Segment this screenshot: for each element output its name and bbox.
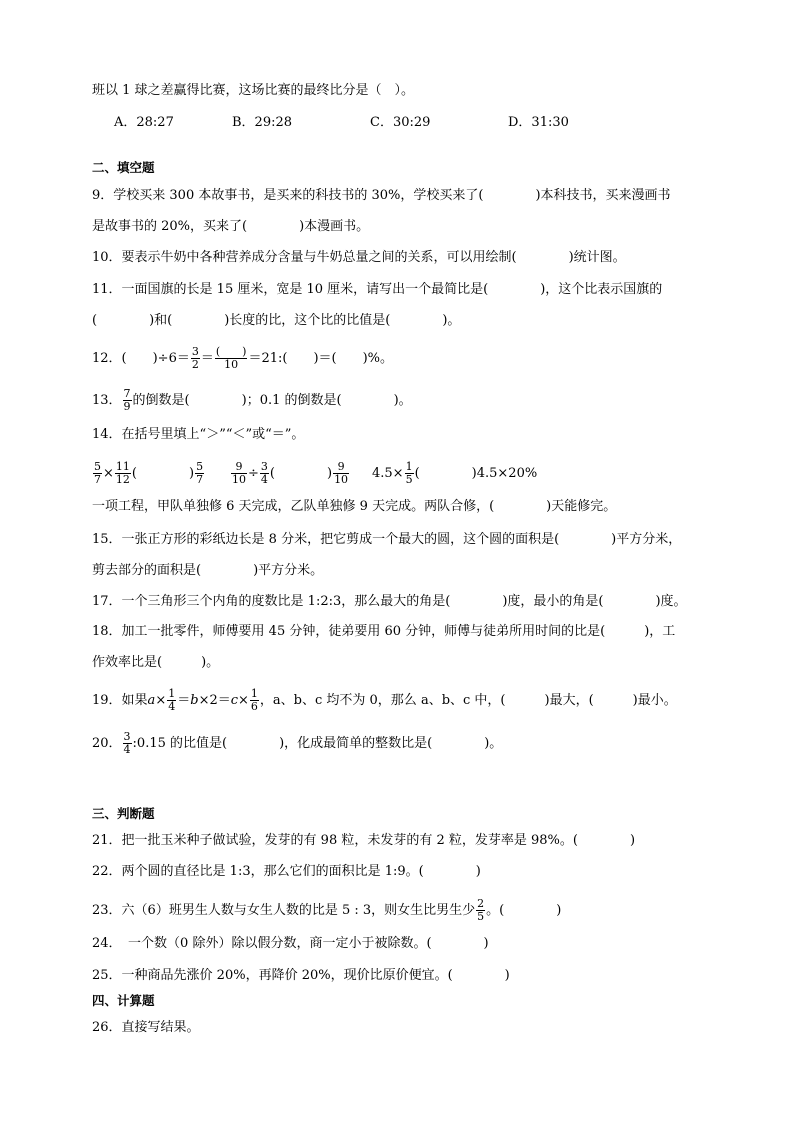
q15-line1: 15．一张正方形的彩纸边长是 8 分米，把它剪成一个最大的圆，这个圆的面积是( )平方分米， bbox=[92, 532, 682, 547]
q14-compare-c bbox=[372, 461, 537, 486]
q18-line1: 18．加工一批零件，师傅要用 45 分钟，徒弟要用 60 分钟，师傅与徒弟所用时间的比是( )，工 bbox=[92, 624, 676, 639]
q14b-op: ÷ bbox=[248, 466, 259, 481]
q19-times-3: × bbox=[238, 693, 249, 708]
q19-frac2: $\frac{1}{6}$ bbox=[250, 687, 258, 713]
q8-tail: 班以 1 球之差赢得比赛，这场比赛的最终比分是（ ）。 bbox=[92, 83, 415, 98]
q19-eq: ＝ bbox=[177, 693, 191, 708]
q19-pre: 19．如果 bbox=[92, 693, 148, 708]
section-title-calculation: 四、计算题 bbox=[92, 993, 155, 1008]
q12-fraction-1: $\frac{3}{2}$ bbox=[191, 345, 199, 371]
q17: 17．一个三角形三个内角的度数比是 1:2:3，那么最大的角是( )度，最小的角是( )度。 bbox=[92, 594, 687, 609]
q13-pre: 13． bbox=[92, 393, 122, 408]
q14-compare-b bbox=[230, 461, 350, 486]
q19-frac1: $\frac{1}{4}$ bbox=[168, 687, 176, 713]
q24: 24． 一个数（0 除外）除以假分数，商一定小于被除数。( ) bbox=[92, 936, 489, 951]
q12-equals: ＝ bbox=[200, 351, 214, 366]
q15-line2: 剪去部分的面积是( )平方分米。 bbox=[92, 563, 324, 578]
q19-post: ，a、b、c 均不为 0，那么 a、b、c 中，( )最大，( )最小。 bbox=[259, 693, 677, 708]
q23-post: 。( ) bbox=[486, 903, 562, 918]
q20-pre: 20． bbox=[92, 736, 122, 751]
q22: 22．两个圆的直径比是 1:3，那么它们的面积比是 1:9。( ) bbox=[92, 864, 481, 879]
q14c-frac1: $\frac{1}{5}$ bbox=[405, 460, 413, 486]
q9-line2: 是故事书的 20%，买来了( )本漫画书。 bbox=[92, 219, 370, 234]
q14b-frac3: $\frac{9}{10}$ bbox=[334, 460, 349, 486]
q25: 25．一种商品先涨价 20%，再降价 20%，现价比原价便宜。( ) bbox=[92, 968, 510, 983]
q12-pre: 12．( )÷6＝ bbox=[92, 351, 190, 366]
q14b-blank[interactable]: ( ) bbox=[269, 466, 333, 481]
q8-option-a[interactable]: A．28:27 bbox=[114, 115, 174, 130]
q12-fraction-2: ( ) 10 bbox=[215, 345, 247, 371]
q8-option-b[interactable]: B．29:28 bbox=[232, 115, 293, 130]
q19-times-1: × bbox=[155, 693, 167, 708]
q8-option-c[interactable]: C．30:29 bbox=[370, 115, 431, 130]
q20 bbox=[92, 731, 502, 756]
q14-title: 14．在括号里填上“＞”“＜”或“＝”。 bbox=[92, 427, 305, 442]
q19 bbox=[92, 688, 677, 713]
q13-fraction: $\frac{7}{9}$ bbox=[123, 387, 131, 413]
q14a-blank[interactable]: ( ) bbox=[131, 466, 195, 481]
q14-compare-a bbox=[92, 461, 205, 486]
q20-frac: $\frac{3}{4}$ bbox=[123, 730, 131, 756]
q12-post: ＝21:( )＝( )%。 bbox=[248, 351, 394, 366]
q23 bbox=[92, 898, 561, 923]
q19-var-c: c bbox=[230, 693, 239, 708]
q23-pre: 23．六（6）班男生人数与女生人数的比是 5 : 3，则女生比男生少 bbox=[92, 903, 476, 918]
q14a-frac3: $\frac{5}{7}$ bbox=[196, 460, 204, 486]
q26: 26．直接写结果。 bbox=[92, 1020, 200, 1035]
q11-line2: ( )和( )长度的比，这个比的比值是( )。 bbox=[92, 313, 461, 328]
q19-var-b: b bbox=[190, 693, 199, 708]
q13-post: 的倒数是( )；0.1 的倒数是( )。 bbox=[132, 393, 412, 408]
q14a-frac1: $\frac{5}{7}$ bbox=[94, 460, 101, 486]
q9-line1: 9．学校买来 300 本故事书，是买来的科技书的 30%，学校买来了( )本科技书，买来漫画书 bbox=[92, 188, 671, 203]
section-title-fill-blank: 二、填空题 bbox=[92, 160, 155, 175]
q19-times-2: ×2＝ bbox=[198, 693, 231, 708]
q14a-frac2: $\frac{11}{12}$ bbox=[115, 460, 130, 486]
q18-line2: 作效率比是( )。 bbox=[92, 655, 220, 670]
q14b-frac1: $\frac{9}{10}$ bbox=[232, 460, 246, 486]
q8-option-d[interactable]: D．31:30 bbox=[508, 115, 569, 130]
q12 bbox=[92, 346, 393, 371]
q11-line1: 11．一面国旗的长是 15 厘米，宽是 10 厘米，请写出一个最简比是( )，这个比表示国旗的 bbox=[92, 282, 663, 297]
q14c-pre: 4.5× bbox=[372, 466, 404, 481]
q19-var-a: a bbox=[147, 693, 156, 708]
q14c-post: 4.5×20% bbox=[476, 466, 538, 481]
q13 bbox=[92, 388, 412, 413]
q21: 21．把一批玉米种子做试验，发芽的有 98 粒，未发芽的有 2 粒，发芽率是 98%。( ) bbox=[92, 833, 636, 848]
q10: 10．要表示牛奶中各种营养成分含量与牛奶总量之间的关系，可以用绘制( )统计图。 bbox=[92, 250, 626, 265]
section-title-judgement: 三、判断题 bbox=[92, 806, 155, 821]
q14-work-problem: 一项工程，甲队单独修 6 天完成，乙队单独修 9 天完成。两队合修，( )天能修完。 bbox=[92, 499, 617, 514]
q14a-op: × bbox=[103, 466, 114, 481]
q14c-blank[interactable]: ( ) bbox=[414, 466, 477, 481]
q14b-frac2: $\frac{3}{4}$ bbox=[260, 460, 268, 486]
q23-frac: $\frac{2}{5}$ bbox=[477, 897, 485, 923]
q20-post: :0.15 的比值是( )，化成最简单的整数比是( )。 bbox=[132, 736, 503, 751]
